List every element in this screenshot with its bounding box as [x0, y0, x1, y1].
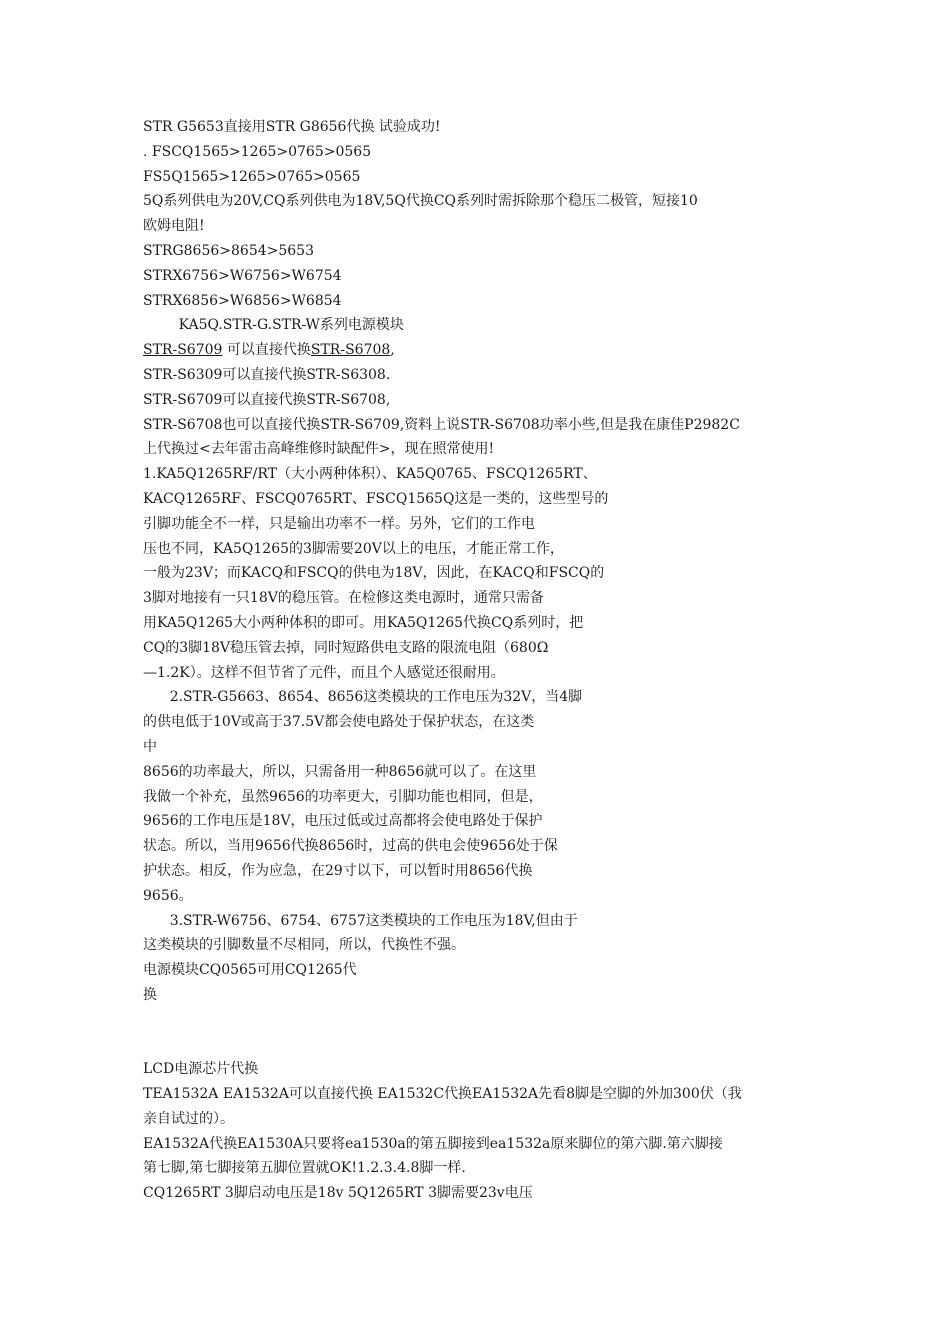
text-line: —1.2K）。这样不但节省了元件，而且个人感觉还很耐用。 [143, 664, 505, 681]
text-line: STRX6756>W6756>W6754 [143, 267, 342, 284]
text-line: 中 [143, 738, 157, 755]
text-line: STR G5653直接用STR G8656代换 试验成功! [143, 119, 441, 135]
text-span: , [390, 342, 395, 359]
blank-space [143, 1008, 823, 1058]
text-line: KACQ1265RF、FSCQ0765RT、FSCQ1565Q这是一类的，这些型号的 [143, 490, 609, 507]
text-line: CQ1265RT 3脚启动电压是18v 5Q1265RT 3脚需要23v电压 [143, 1185, 533, 1202]
text-line: 上代换过<去年雷击高峰维修时缺配件>，现在照常使用! [143, 441, 495, 458]
text-line: EA1532A代换EA1530A只要将ea1530a的第五脚接到ea1532a原来脚位的第六脚.第六脚接 [143, 1135, 723, 1152]
text-line: 1.KA5Q1265RF/RT（大小两种体积）、KA5Q0765、FSCQ1265RT、 [143, 466, 597, 483]
text-line: 9656的工作电压是18V，电压过低或过高都将会使电路处于保护 [143, 813, 543, 830]
text-line: 一般为23V；而KACQ和FSCQ的供电为18V，因此，在KACQ和FSCQ的 [143, 565, 605, 582]
text-line: 欧姆电阻! [143, 218, 205, 235]
text-line: STR-S6708也可以直接代换STR-S6709,资料上说STR-S6708功率小些,但是我在康佳P2982C [143, 416, 740, 433]
text-line: . FSCQ1565>1265>0765>0565 [143, 143, 372, 160]
text-line [143, 338, 823, 363]
text-line: STR-S6309可以直接代换STR-S6308. [143, 366, 391, 383]
text-line: FS5Q1565>1265>0765>0565 [143, 168, 361, 185]
text-line: 8656的功率最大，所以，只需备用一种8656就可以了。在这里 [143, 763, 537, 780]
text-line: 这类模块的引脚数量不尽相同，所以，代换性不强。 [143, 937, 465, 954]
text-line: 引脚功能全不一样，只是输出功率不一样。另外，它们的工作电 [143, 515, 535, 532]
text-line: 电源模块CQ0565可用CQ1265代 [143, 962, 357, 979]
text-span: 可以直接代换 [222, 342, 311, 359]
text-line: CQ的3脚18V稳压管去掉，同时短路供电支路的限流电阻（680Ω [143, 639, 549, 656]
text-line: 用KA5Q1265大小两种体积的即可。用KA5Q1265代换CQ系列时，把 [143, 614, 584, 631]
link-str-s6708[interactable]: STR-S6708 [310, 342, 391, 359]
text-line: 5Q系列供电为20V,CQ系列供电为18V,5Q代换CQ系列时需拆除那个稳压二极管，短接10 [143, 193, 698, 210]
text-line: 状态。所以，当用9656代换8656时，过高的供电会使9656处于保 [143, 838, 558, 855]
text-line: STRX6856>W6856>W6854 [143, 292, 342, 309]
text-line: 9656。 [143, 887, 193, 904]
link-str-s6709[interactable]: STR-S6709 [143, 342, 223, 359]
text-line: 3.STR-W6756、6754、6757这类模块的工作电压为18V,但由于 [143, 912, 578, 929]
section-heading: LCD电源芯片代换 [143, 1061, 259, 1078]
text-line: 换 [143, 986, 157, 1003]
text-line: 2.STR-G5663、8654、8656这类模块的工作电压为32V，当4脚 [143, 689, 583, 706]
text-line: 亲自试过的）。 [143, 1110, 234, 1127]
text-line: 我做一个补充，虽然9656的功率更大，引脚功能也相同，但是， [143, 788, 543, 805]
section-heading: KA5Q.STR-G.STR-W系列电源模块 [143, 317, 404, 334]
text-line: TEA1532A EA1532A可以直接代换 EA1532C代换EA1532A先看8脚是空脚的外加300伏（我 [143, 1086, 742, 1103]
text-line: 压也不同，KA5Q1265的3脚需要20V以上的电压，才能正常工作， [143, 540, 564, 557]
text-line: 护状态。相反，作为应急，在29寸以下，可以暂时用8656代换 [143, 862, 533, 879]
text-line: 第七脚,第七脚接第五脚位置就OK!1.2.3.4.8脚一样. [143, 1160, 466, 1177]
text-line: 的供电低于10V或高于37.5V都会使电路处于保护状态，在这类 [143, 714, 535, 731]
text-line: STR-S6709可以直接代换STR-S6708, [143, 391, 391, 408]
text-line: 3脚对地接有一只18V的稳压管。在检修这类电源时，通常只需备 [143, 590, 544, 607]
document-body [143, 115, 823, 1206]
text-line: STRG8656>8654>5653 [143, 242, 315, 259]
